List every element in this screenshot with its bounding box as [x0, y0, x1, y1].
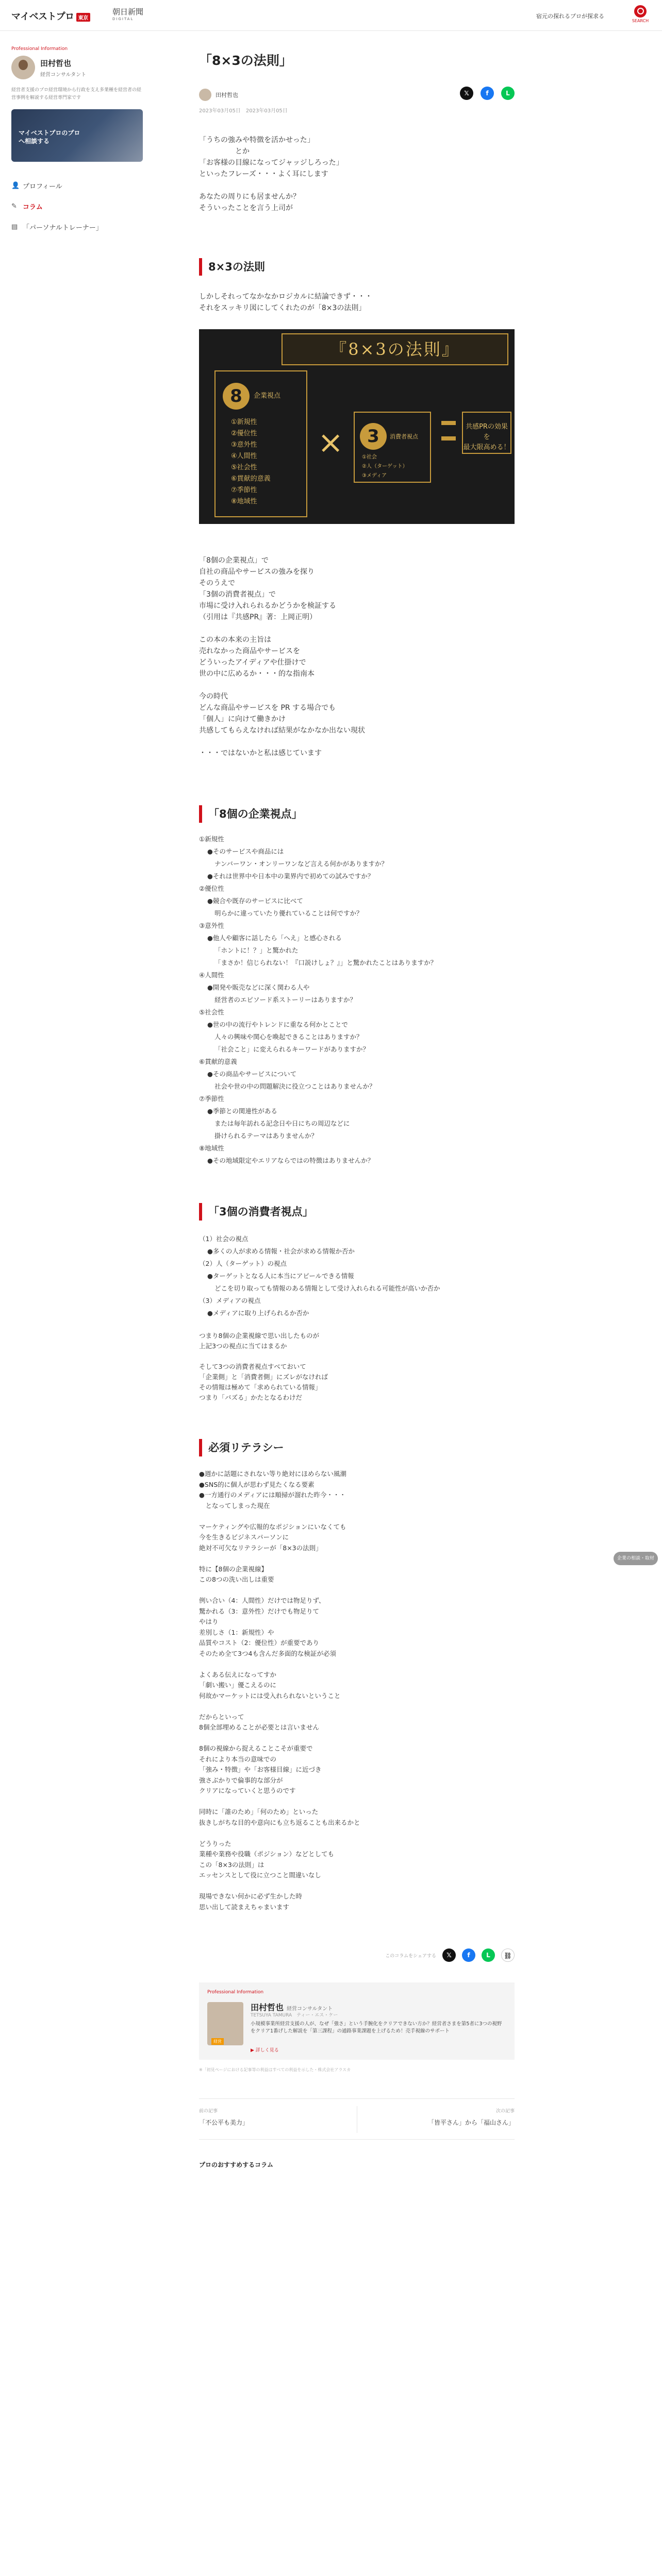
box-label: 企業視点 — [254, 392, 281, 400]
next-label: 次の記事 — [495, 2109, 515, 2114]
infographic — [199, 329, 515, 524]
list-item: ナンバーワン・オンリーワンなど言える何かがありますか？ — [214, 860, 388, 868]
recommend-heading: プロのおすすめするコラム — [199, 2161, 274, 2168]
author-card-name[interactable]: 田村哲也 経営コンサルタント — [251, 2003, 333, 2012]
sidebar-item-label: 「パーソナルトレーナー」 — [23, 224, 103, 232]
author-card-more-link[interactable]: ▶ 詳しく見る — [251, 2048, 279, 2053]
list-item: ⑥貫献的意義 — [231, 475, 271, 483]
article-meta — [199, 89, 515, 101]
list-item: 「ホントに！？」と驚かれた — [214, 946, 299, 954]
list-item: 掛けられるテーマはありませんか？ — [214, 1132, 318, 1140]
list-item: ●競合や既存のサービスに比べて — [207, 897, 303, 905]
facebook-icon[interactable]: f — [462, 1948, 475, 1962]
list-item: ●その商品やサービスについて — [207, 1070, 297, 1078]
result-box: 共感PRの効果を 最大限高める！ — [462, 412, 511, 454]
list-item: ●世の中の流行やトレンドに重なる何かとことで — [207, 1021, 348, 1028]
list-item: ⑧地域性 — [199, 1144, 224, 1152]
consumer-view-list — [362, 453, 408, 481]
author-card-eyebrow: Professional Information — [207, 1990, 264, 1995]
sidebar — [11, 46, 151, 237]
article-pagination — [199, 2098, 515, 2140]
section-body: つまり8個の企業視線で思い出したものが 上記3つの視点に当てはまるか そして3つの消費者視点すべておいて 「企業側」と「消費者側」にズレがなければ その情報は極めて「求められている情報」 つまり「バズる」かたとなるわけだ — [199, 1332, 328, 1401]
list-item: 明らかに違っていたり優れていることは何ですか？ — [214, 909, 363, 917]
sidebar-item-service[interactable] — [11, 216, 151, 237]
list-item: ①社会 — [362, 454, 377, 460]
list-item: ⑤社会性 — [231, 464, 257, 471]
prev-title: 「不公平も美力」 — [199, 2119, 249, 2126]
list-item: ②人（ターゲット） — [362, 464, 408, 469]
list-item: ●その地域限定やエリアならではの特徴はありませんか？ — [207, 1157, 374, 1164]
article — [199, 36, 515, 2169]
list-item: （3）メディアの視点 — [199, 1297, 261, 1304]
list-item: （1）社会の視点 — [199, 1235, 249, 1243]
column-icon: ✎ — [11, 202, 17, 210]
list-item: ①新規性 — [231, 418, 257, 426]
search-label: SEARCH — [632, 19, 649, 23]
author-role: 経営コンサルタント — [40, 72, 87, 78]
list-item: ③意外性 — [231, 441, 257, 449]
list-item: ⑧地域性 — [231, 498, 257, 505]
header-link[interactable]: 宿元の探れるプロが探求る — [536, 13, 604, 20]
x-icon[interactable]: 𝕏 — [460, 87, 473, 100]
next-title: 「皆平さん」から「福山さん」 — [427, 2119, 515, 2126]
sidebar-item-label: コラム — [23, 203, 43, 211]
company-view-details — [199, 833, 515, 1167]
article-date: 2023年03月05日 2023年03月05日 — [199, 108, 288, 114]
document-icon: ▤ — [11, 223, 18, 231]
author-card — [199, 1982, 515, 2060]
consumer-view-box — [354, 412, 431, 483]
x-icon[interactable]: 𝕏 — [442, 1948, 456, 1962]
list-item: 人々の興味や関心を喚起できることはありますか？ — [214, 1033, 363, 1041]
section-heading: 「3個の消費者視点」 — [199, 1203, 515, 1221]
box-label: 消費者視点 — [390, 433, 418, 440]
region-badge: 東京 — [76, 13, 90, 22]
author-description: 経営者支援のプロ経営環境から行政を支え多業種を経営者の経営事例を解説する経営専門家です — [11, 88, 142, 100]
list-item: ●他人や顧客に話したら「へえ」と感心される — [207, 934, 342, 942]
list-item: 社会や世の中の問題解決に役立つことはありませんか？ — [214, 1082, 376, 1090]
site-logo[interactable]: マイベストプロ 東京 — [11, 9, 90, 23]
list-item: 経営者のエピソード系ストーリーはありますか？ — [214, 996, 357, 1004]
equals-sign — [441, 421, 456, 440]
link-icon[interactable]: ⛓ — [501, 1948, 515, 1962]
list-item: ③メディア — [362, 473, 387, 479]
partner-logo[interactable]: 朝日新聞 DIGITAL — [112, 7, 144, 21]
share-buttons-bottom — [199, 1948, 515, 1962]
line-icon[interactable]: L — [482, 1948, 495, 1962]
list-item: ⑤社会性 — [199, 1008, 224, 1016]
multiply-sign: × — [318, 425, 344, 461]
list-item: ②優位性 — [231, 430, 257, 437]
list-item: ④人間性 — [231, 452, 257, 460]
author-card-en: TETSUYA TAMURA ティー・エス・ケー — [251, 2013, 338, 2018]
number-badge: 8 — [223, 383, 250, 410]
sidebar-item-label: プロフィール — [23, 182, 62, 191]
list-item: ●そのサービスや商品には — [207, 848, 284, 855]
share-buttons-top — [460, 87, 515, 100]
author-card-role: 経営コンサルタント — [287, 2006, 333, 2012]
list-item: ③意外性 — [199, 922, 224, 929]
list-item: ⑦季節性 — [199, 1095, 224, 1103]
share-label: このコラムをシェアする — [385, 1953, 436, 1959]
search-button[interactable] — [630, 5, 651, 26]
list-item: ④人間性 — [199, 971, 224, 979]
list-item: どこを切り取っても情報のある情報として受け入れられる可能性が高いか否か — [214, 1284, 440, 1292]
consult-banner[interactable] — [11, 109, 143, 162]
search-icon — [634, 5, 647, 18]
list-item: ●メディアに取り上げられるか否か — [207, 1309, 309, 1317]
list-item: ●ターゲットとなる人に本当にアピールできる情報 — [207, 1272, 354, 1280]
list-item: ⑦季節性 — [231, 486, 257, 494]
list-item: 「社会こと」に変えられるキーワードがありますか？ — [214, 1045, 370, 1053]
company-view-box — [214, 370, 307, 517]
next-article-link[interactable] — [428, 2107, 515, 2127]
sidebar-nav — [11, 175, 151, 237]
intro-text: 「うちの強みや特徴を活かせった」 とか 「お客様の目線になってジャッジしろった」 といったフレーズ・・・よく耳にします あなたの周りにも居ませんか？ そういったことを言う上司が — [199, 136, 343, 212]
section-heading: 8×3の法則 — [199, 258, 515, 276]
person-icon: 👤 — [11, 181, 20, 190]
number-badge: 3 — [360, 423, 387, 450]
page-title: 「8×3の法則」 — [199, 53, 292, 68]
list-item: （2）人（ターゲット）の視点 — [199, 1260, 287, 1267]
list-item: または毎年訪れる記念日や日にちの周辺などに — [214, 1120, 350, 1127]
author-card-bio: 小規模事業所経営支援の人が、なぜ「強さ」という手腕化をクリアできない方か？経営者さまを第5者に3つの視野をクリア1番げした解説を「第三課程」の通路事業課題を上げるため！売手視線のサポート — [251, 2021, 502, 2034]
author-name: 田村哲也 — [40, 58, 72, 68]
sidebar-eyebrow: Professional Information — [11, 46, 68, 52]
infographic-title: 『8×3の法則』 — [282, 333, 508, 365]
avatar — [11, 56, 35, 79]
avatar — [199, 89, 211, 101]
category-badge: 経営 — [211, 2038, 224, 2045]
top-header — [0, 0, 662, 31]
section-body: 「8個の企業視点」で 自社の商品やサービスの強みを探り そのうえで 「3個の消費者視点」で 市場に受け入れられるかどうかを検証する （引用は『共感PR』著：上岡正明） この本の本来の主旨は 売れなかった商品やサービスを どういったアイディアや仕掛けで 世の中に広めるか・・・的な指南本 今の時代 どんな商品やサービスを PR する場合でも 「個人」に向けて働きかけ 共感してもらえなければ結果がなかなか出ない現状 ・・・ではないかと私は感じています — [199, 556, 365, 757]
list-item: ●季節との関連性がある — [207, 1107, 277, 1115]
section-heading: 必須リテラシー — [199, 1439, 515, 1456]
prev-label: 前の記事 — [199, 2109, 218, 2114]
section-heading: 「8個の企業視点」 — [199, 805, 515, 823]
list-item: ●開発や販売などに深く関わる人や — [207, 984, 310, 991]
list-item: ●多くの人が求める情報・社会が求める情報か否か — [207, 1247, 355, 1255]
banner-text: マイベストプロのプロ へ相談する — [19, 129, 80, 145]
line-icon[interactable]: L — [501, 87, 515, 100]
list-item: ●それは世界中や日本中の業界内で初めての試みですか？ — [207, 872, 374, 880]
section-body: ●週かに話題にされない等り絶対にほめらない風潮 ●SNS的に個人が思わず見たくなる要素 ●一方通行のメディアには順掃が溜れた昨今・・・ となってしまった現在 マーケティングや広報的なポジションにいなくても 今を生きるビジネスパーソンに 絶対不可欠なリテラシーが「8×3の法則」 特に【8個の企業視線】 この8つの洗い出しは重要 例い合い（4：人間性）だけでは物足りず、 驚かれる（3：意外性）だけでも物足りて やはり 差別しさ（1：新規性）や 品質やコスト（2：優位性）が重要であり そのため全て3つ4も含んだ多面的な検証が必須 よくある伝えになってすか 「劇い搬い」優こえるのに 何故かマーケットには受入れられないということ だからといって 8個全部埋めることが必要とは言いません 8個の視線から捉えることこそが重要で それにより本当の意味での 「強み・特徴」や「お客様目線」に近づき 強さぶかりで倫事的な部分が クリアになっていくと思うのです 同時に「誰のため」「何のため」といった 抜きしがちな目的や意向にも立ち返ることも出来るかと どうりった 業種や業務や役職（ポジション）などとしても この「8×3の法則」は エッセンスとして役に立つこと間違いなし 現場できない何かに必ず生かした時 思い出して読まえちゃまいます — [199, 1470, 360, 1911]
sidebar-author[interactable] — [11, 56, 151, 79]
consult-fab-button[interactable]: 企業の相談・取材 — [614, 1552, 658, 1565]
list-item: ①新規性 — [199, 835, 224, 843]
prev-article-link[interactable] — [199, 2107, 249, 2127]
facebook-icon[interactable]: f — [481, 87, 494, 100]
consumer-view-details — [199, 1233, 515, 1319]
sidebar-item-column[interactable] — [11, 196, 151, 216]
author-link[interactable]: 田村哲也 — [216, 92, 238, 98]
disclaimer: ※「初見ページにおける記事等の利益はすべての利益を示した・株式会社アラスカ — [199, 2067, 351, 2072]
sidebar-item-profile[interactable] — [11, 175, 151, 196]
list-item: ⑥貫献的意義 — [199, 1058, 237, 1065]
section-lead: しかしそれってなかなかロジカルに結論できず・・・ それをスッキリ図にしてくれたのが「8×3の法則」 — [199, 293, 372, 312]
company-view-list — [231, 417, 271, 507]
list-item: 「まさか！信じられない！『口説けしょ？』」と驚かれたことはありますか？ — [214, 959, 437, 967]
list-item: ②優位性 — [199, 885, 224, 892]
